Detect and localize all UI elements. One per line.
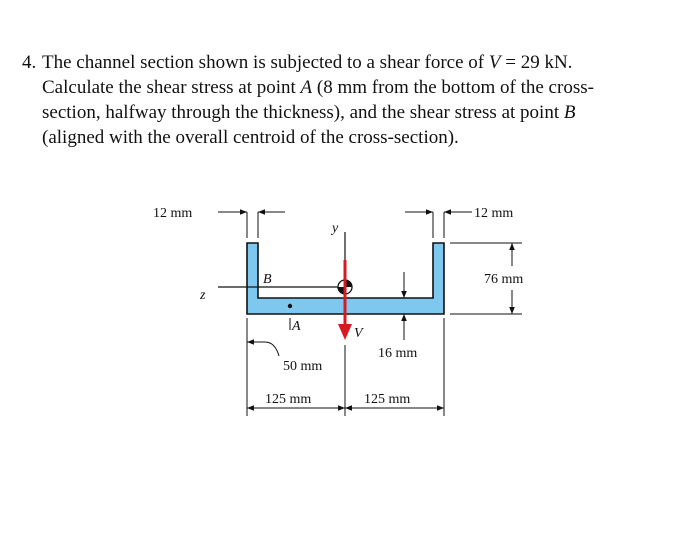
z-axis-label: z (200, 288, 206, 303)
point-b-label: B (263, 272, 272, 287)
flange-left-thickness-label: 12 mm (153, 206, 193, 221)
point-a-label: A (292, 319, 301, 334)
force-label: V (354, 326, 363, 341)
web-thickness-label: 16 mm (378, 346, 418, 361)
centroid-distance-label: 50 mm (283, 359, 323, 374)
right-half-width-label: 125 mm (364, 392, 411, 407)
problem-line-3: section, halfway through the thickness), and the shear stress at point B (42, 102, 576, 123)
problem-number: 4. (22, 52, 37, 73)
shear-force-arrowhead (338, 324, 352, 340)
left-half-width-label: 125 mm (265, 392, 312, 407)
point-a-dot (288, 304, 292, 308)
centroid-dist-leader (265, 342, 279, 356)
problem-line-4: (aligned with the overall centroid of the cross-section). (42, 127, 459, 148)
problem-line-1: 4. The channel section shown is subjected to a shear force of V = 29 kN. (22, 52, 573, 73)
y-axis-label: y (332, 221, 339, 236)
problem-line-2: Calculate the shear stress at point A (8 mm from the bottom of the cross- (42, 77, 594, 98)
depth-label: 76 mm (484, 272, 524, 287)
flange-right-thickness-label: 12 mm (474, 206, 514, 221)
